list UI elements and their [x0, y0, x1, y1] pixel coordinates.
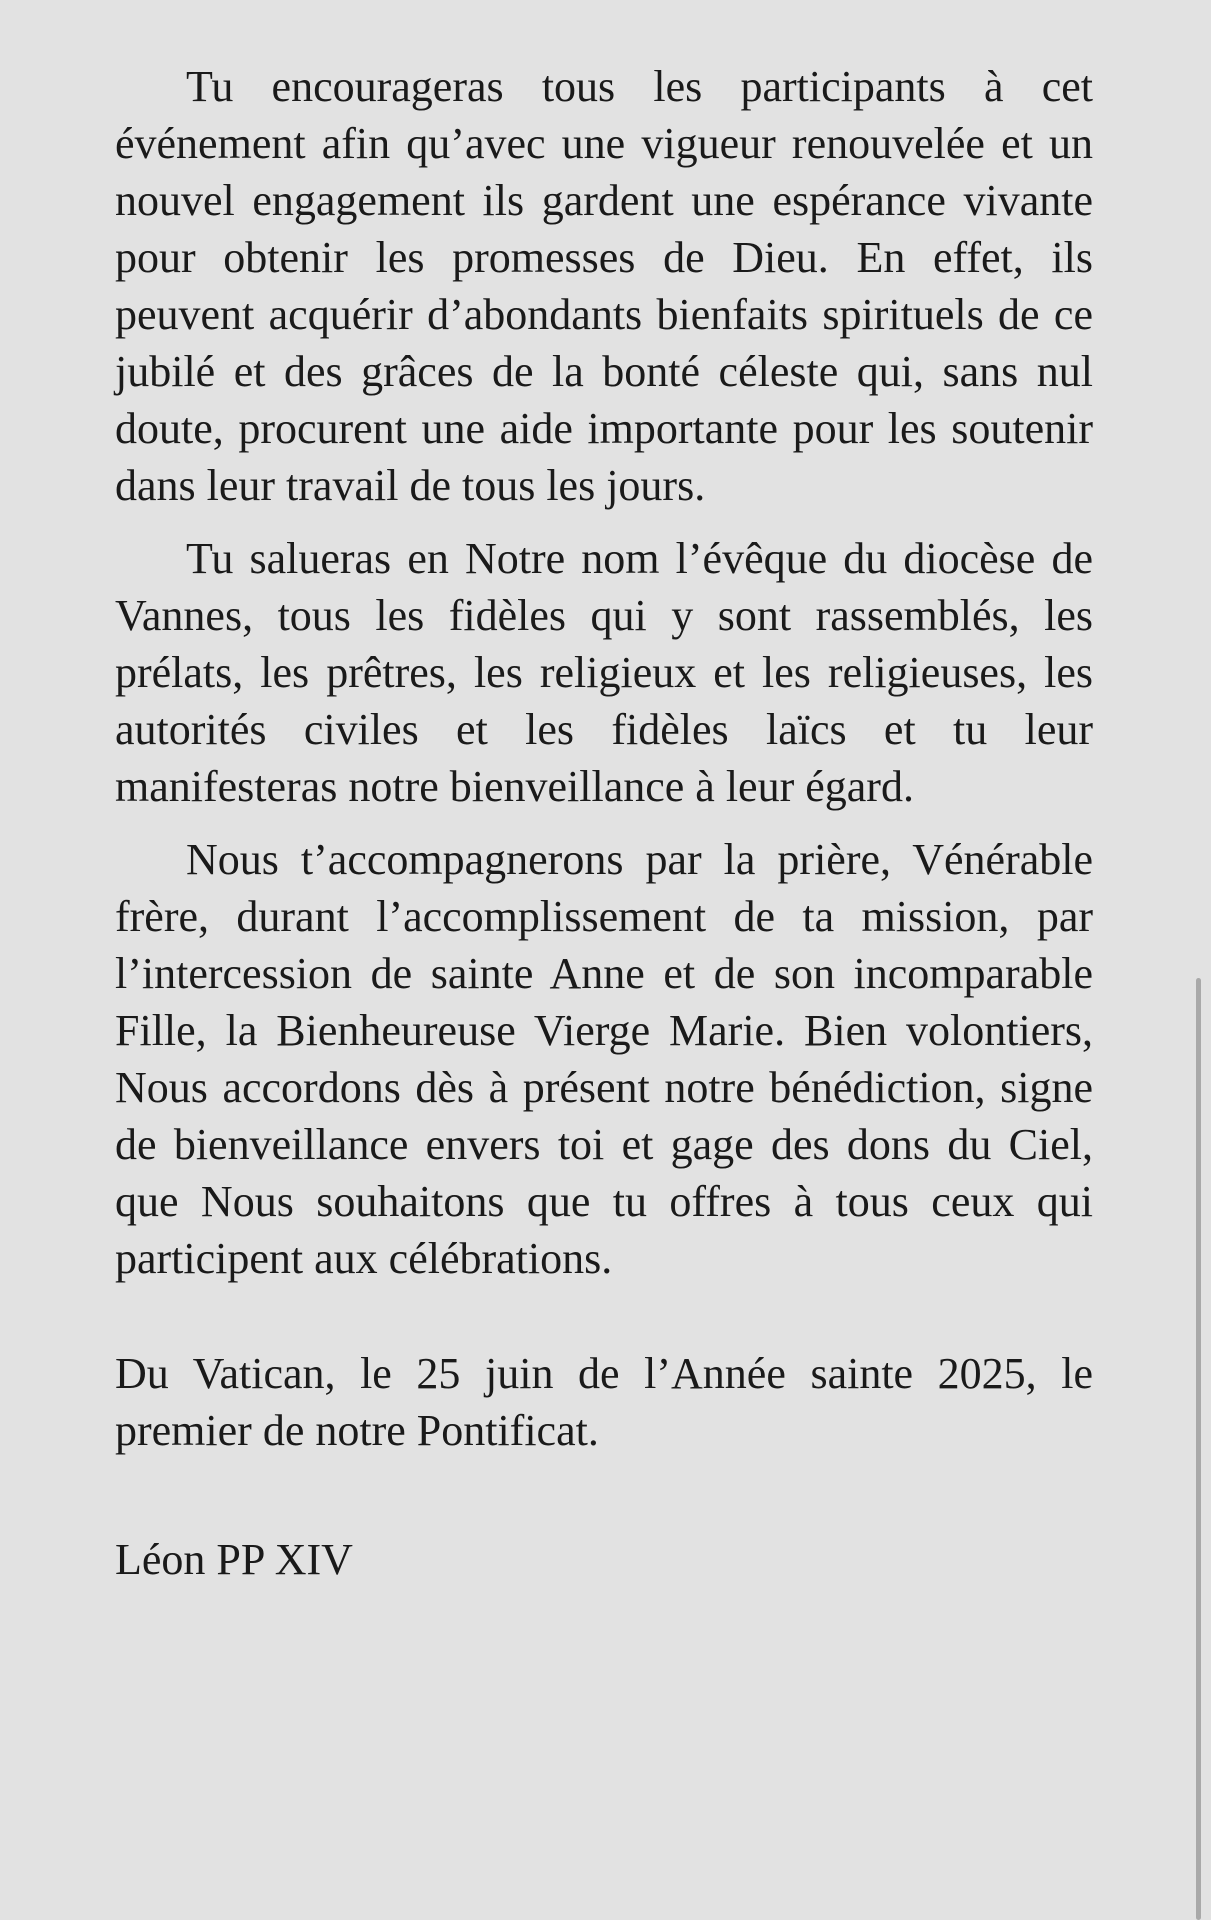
closing-date-line: Du Vatican, le 25 juin de l’Année sainte 2025, le premier de notre Pontificat. [115, 1349, 1093, 1455]
paragraph-encouragement: Tu encourageras tous les participants à cet événement afin qu’avec une vigueur renouvelée et un nouvel engagement ils gardent une espérance vivante pour obtenir les promesses de Dieu. En effet, ils peuvent acquérir d’abondants bienfaits spirituels de ce jubilé et des grâces de la bonté céleste qui, sans nul doute, procurent une aide importante pour les soutenir dans leur travail de tous les jours. [115, 62, 1093, 510]
document-body [115, 58, 1093, 1588]
vertical-scrollbar[interactable] [1196, 978, 1201, 1920]
paragraph-blessing: Nous t’accompagnerons par la prière, Vénérable frère, durant l’accomplissement de ta mission, par l’intercession de sainte Anne et de son incomparable Fille, la Bienheureuse Vierge Marie. Bien volontiers, Nous accordons dès à présent notre bénédiction, signe de bienveillance envers toi et gage des dons du Ciel, que Nous souhaitons que tu offres à tous ceux qui participent aux célébrations. [115, 835, 1093, 1283]
paragraph-greetings: Tu salueras en Notre nom l’évêque du diocèse de Vannes, tous les fidèles qui y sont rassemblés, les prélats, les prêtres, les religieux et les religieuses, les autorités civiles et les fidèles laïcs et tu leur manifesteras notre bienveillance à leur égard. [115, 534, 1093, 811]
signature: Léon PP XIV [115, 1535, 353, 1584]
